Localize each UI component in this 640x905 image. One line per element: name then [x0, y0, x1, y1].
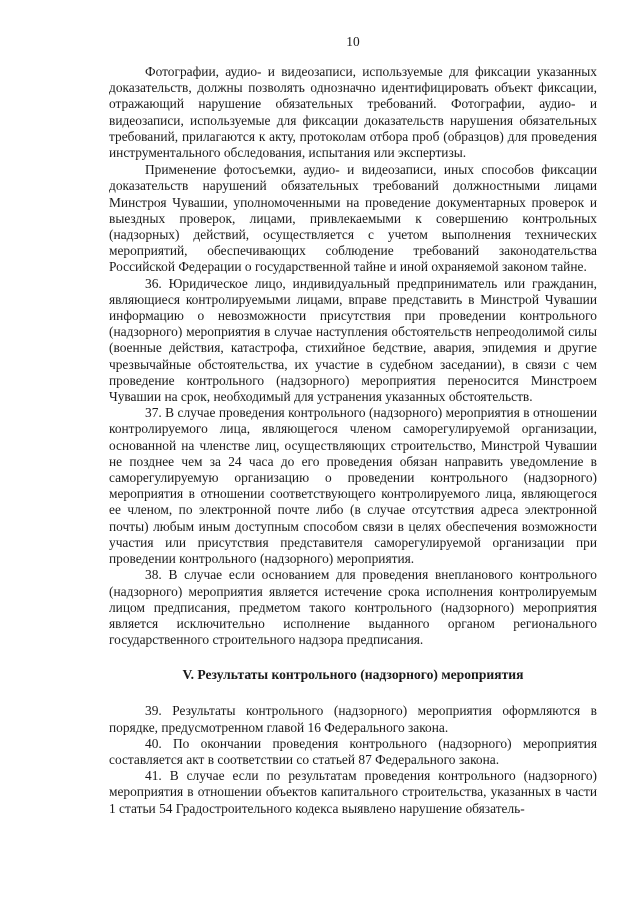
paragraph-40: 40. По окончании проведения контрольного (надзорного) мероприятия составляется акт в соответствии со статьей 87 Федерального закона. — [109, 735, 597, 767]
section-title: V. Результаты контрольного (надзорного) мероприятия — [182, 667, 524, 683]
page-number: 10 — [346, 34, 360, 49]
paragraph-photo-evidence: Фотографии, аудио- и видеозаписи, используемые для фиксации указанных доказательств, должны позволять однозначно идентифицировать объект фиксации, отражающий нарушение обязательных требований. Фотографии, аудио- и видеозаписи, используемые для фиксации доказательств нарушения обязательных требований, прилагаются к акту, протоколам отбора проб (образцов) для проведения инструментального обследования, испытания или экспертизы. — [109, 64, 597, 161]
paragraph-37: 37. В случае проведения контрольного (надзорного) мероприятия в отношении контролируемого лица, являющегося членом саморегулируемой организации, основанной на членстве лиц, осуществляющих строительство, Минстрой Чувашии не позднее чем за 24 часа до его проведения обязан направить уведомление в саморегулируемую организацию о проведении контрольного (надзорного) мероприятия в отношении соответствующего контролируемого лица, являющегося ее членом, по электронной почте либо (в случае отсутствия адреса электронной почты) любым иным доступным способом связи в целях обеспечения возможности участия или присутствия представителя саморегулируемой организации при проведении контрольного (надзорного) мероприятия. — [109, 405, 597, 567]
paragraph-39: 39. Результаты контрольного (надзорного) мероприятия оформляются в порядке, предусмотренном главой 16 Федерального закона. — [109, 703, 597, 735]
paragraph-38: 38. В случае если основанием для проведения внепланового контрольного (надзорного) мероприятия является истечение срока исполнения контролируемым лицом предписания, предметом такого контрольного (надзорного) мероприятия является исключительно исполнение выданного органом регионального государственного строительного надзора предписания. — [109, 567, 597, 648]
paragraph-36: 36. Юридическое лицо, индивидуальный предприниматель или гражданин, являющиеся контролируемыми лицами, вправе представить в Минстрой Чувашии информацию о невозможности присутствия при проведении контрольного (надзорного) мероприятия в случае наступления обстоятельств непреодолимой силы (военные действия, катастрофа, стихийное бедствие, авария, эпидемия и другие чрезвычайные обстоятельства, их участие в судебном заседании), в связи с чем проведение контрольного (надзорного) мероприятия переносится Минстроем Чувашии на срок, необходимый для устранения указанных обстоятельств. — [109, 275, 597, 405]
paragraph-photo-application: Применение фотосъемки, аудио- и видеозаписи, иных способов фиксации доказательств нарушений обязательных требований должностными лицами Минстроя Чувашии, уполномоченными на проведение документарных проверок и выездных проверок, лицами, привлекаемыми к совершению контрольных (надзорных) действий, осуществляется с учетом выполнения технических мероприятий, обеспечивающих соблюдение требований законодательства Российской Федерации о государственной тайне и иной охраняемой законом тайне. — [109, 162, 597, 275]
paragraph-41: 41. В случае если по результатам проведения контрольного (надзорного) мероприятия в отношении объектов капитального строительства, указанных в части 1 статьи 54 Градостроительного кодекса выявлено нарушение обязатель- — [109, 768, 597, 816]
document-page — [109, 34, 597, 817]
